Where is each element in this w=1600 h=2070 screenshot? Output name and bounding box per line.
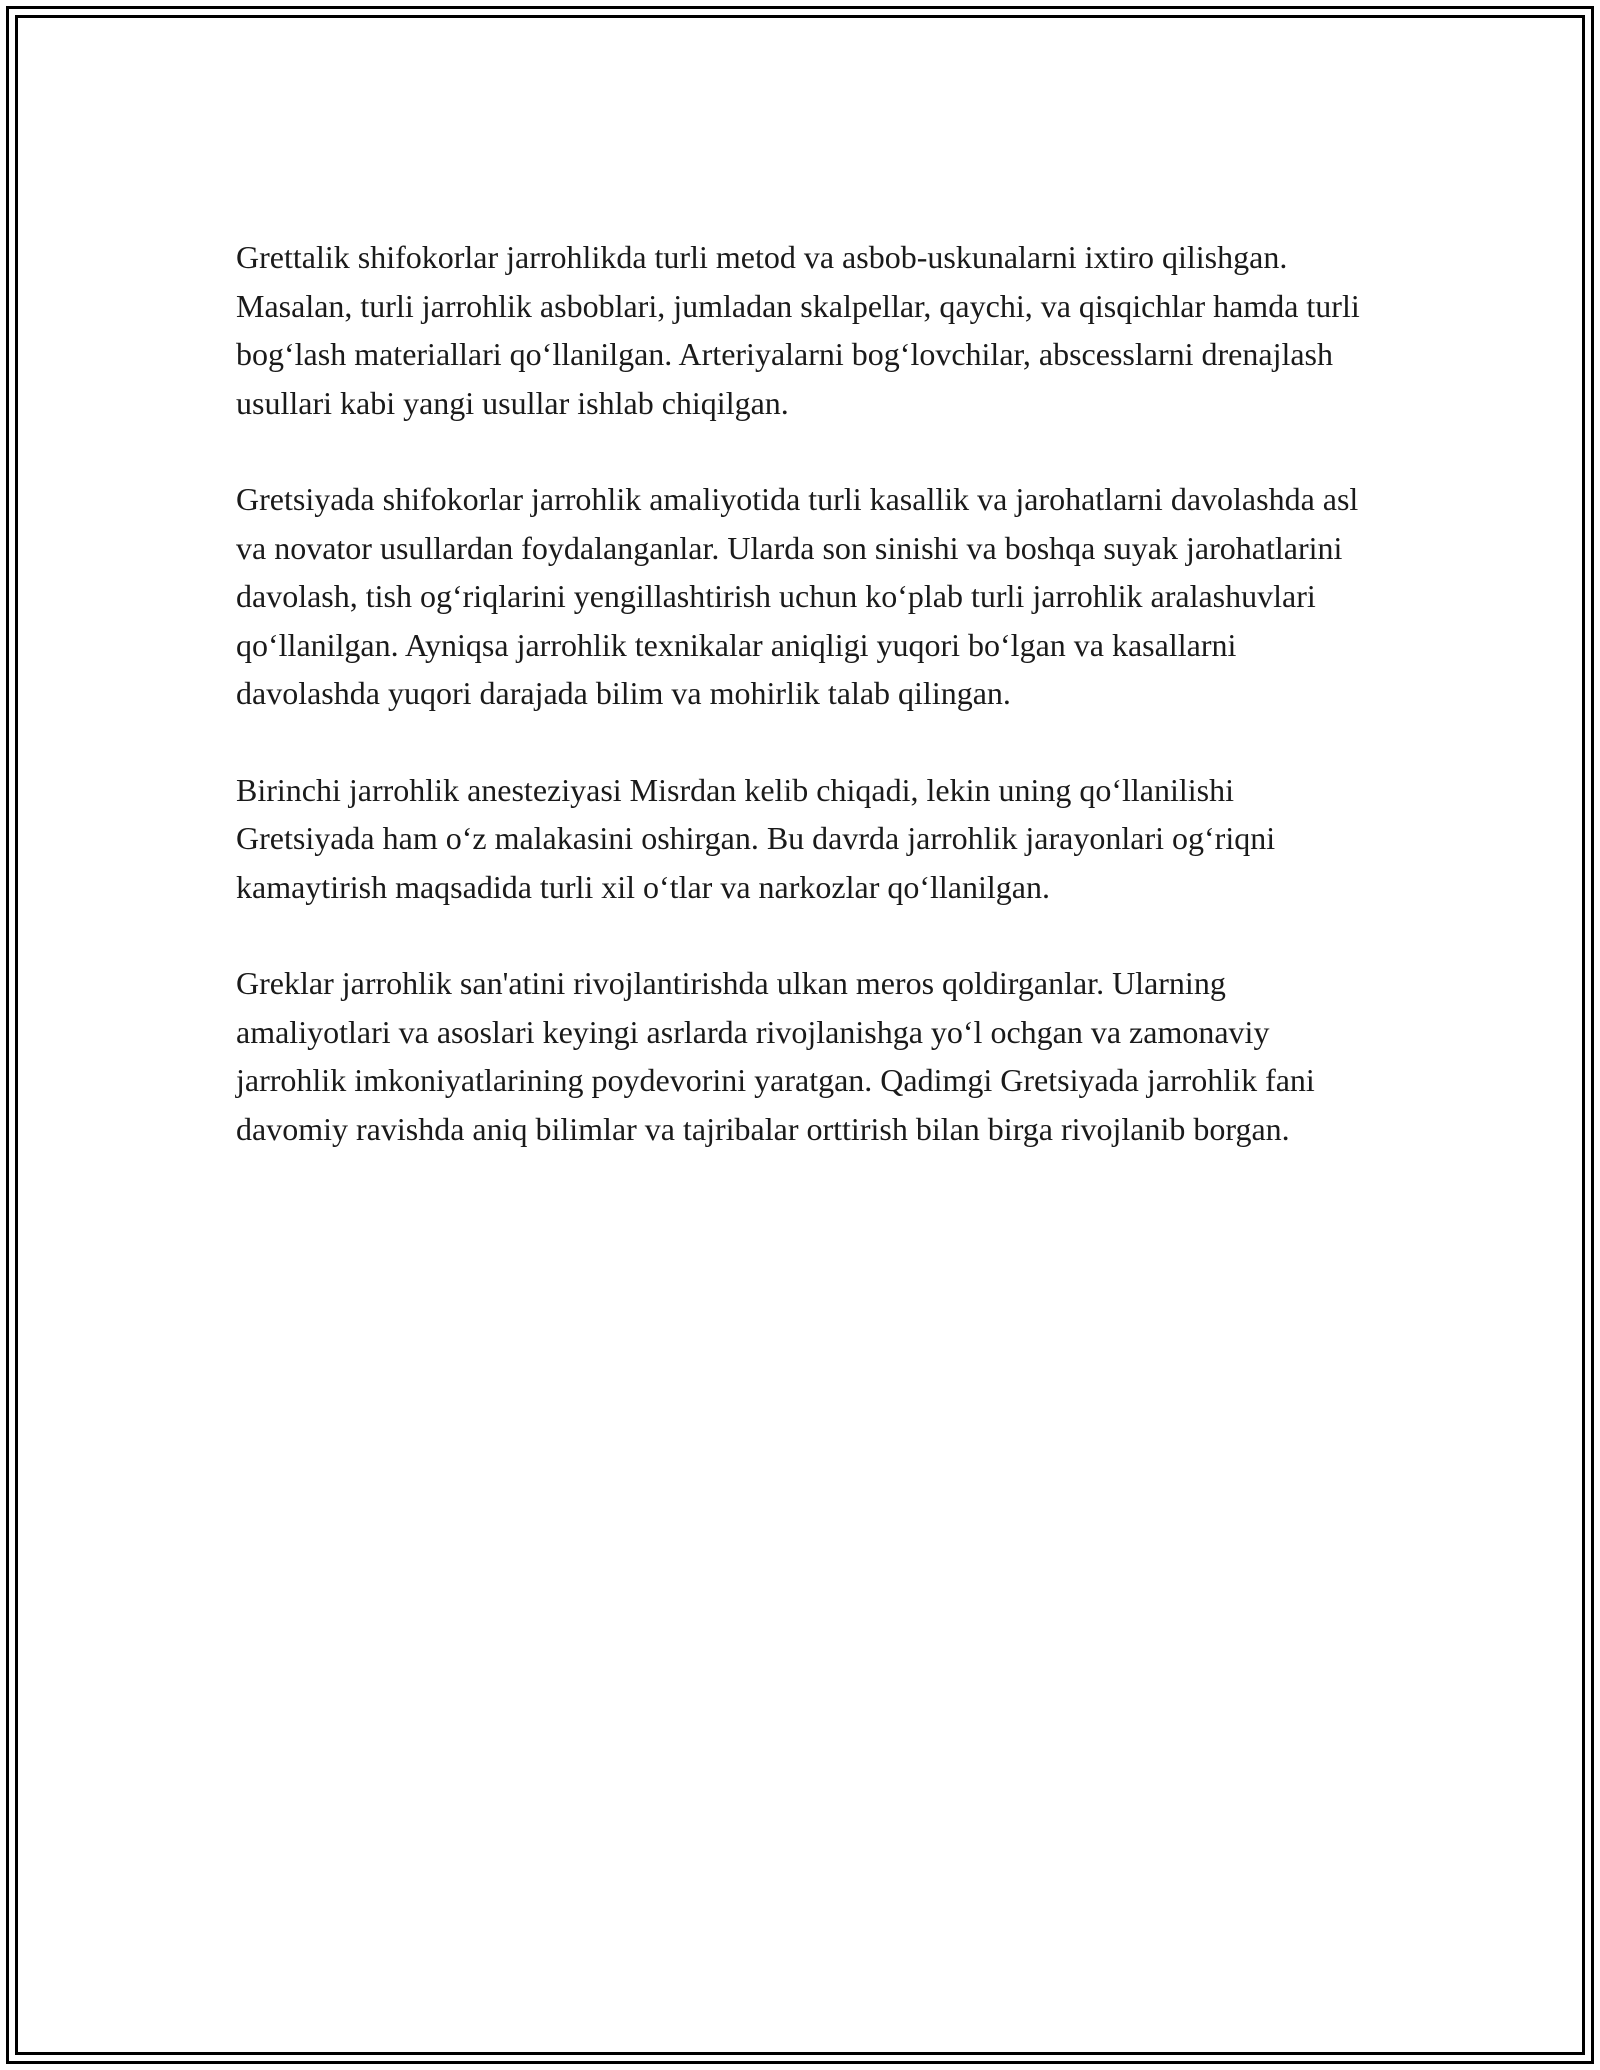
paragraph-greek-legacy: Greklar jarrohlik san'atini rivojlantirishda ulkan meros qoldirganlar. Ularning amaliyotlari va asoslari keyingi asrlarda rivojlanishga yo‘l ochgan va zamonaviy jarrohlik imkoniyatlarining poydevorini yaratgan. Qadimgi Gretsiyada jarrohlik fani davomiy ravishda aniq bilimlar va tajribalar orttirish bilan birga rivojlanib borgan. bbox=[236, 965, 1315, 1147]
document-body bbox=[236, 233, 1366, 1201]
paragraph-anesthesia: Birinchi jarrohlik anesteziyasi Misrdan kelib chiqadi, lekin uning qo‘llanilishi Gretsiyada ham o‘z malakasini oshirgan. Bu davrda jarrohlik jarayonlari og‘riqni kamaytirish maqsadida turli xil o‘tlar va narkozlar qo‘llanilgan. bbox=[236, 771, 1276, 905]
paragraph-surgical-practice: Gretsiyada shifokorlar jarrohlik amaliyotida turli kasallik va jarohatlarni davolashda asl va novator usullardan foydalanganlar. Ularda son sinishi va boshqa suyak jarohatlarini davolash, tish og‘riqlarini yengillashtirish uchun ko‘plab turli jarrohlik aralashuvlari qo‘llanilgan. Ayniqsa jarrohlik texnikalar aniqligi yuqori bo‘lgan va kasallarni davolashda yuqori darajada bilim va mohirlik talab qilingan. bbox=[236, 481, 1359, 711]
paragraph-surgical-instruments: Grettalik shifokorlar jarrohlikda turli metod va asbob-uskunalarni ixtiro qilishgan. Masalan, turli jarrohlik asboblari, jumladan skalpellar, qaychi, va qisqichlar hamda turli bog‘lash materiallari qo‘llanilgan. Arteriyalarni bog‘lovchilar, abscesslarni drenajlash usullari kabi yangi usullar ishlab chiqilgan. bbox=[236, 239, 1360, 421]
